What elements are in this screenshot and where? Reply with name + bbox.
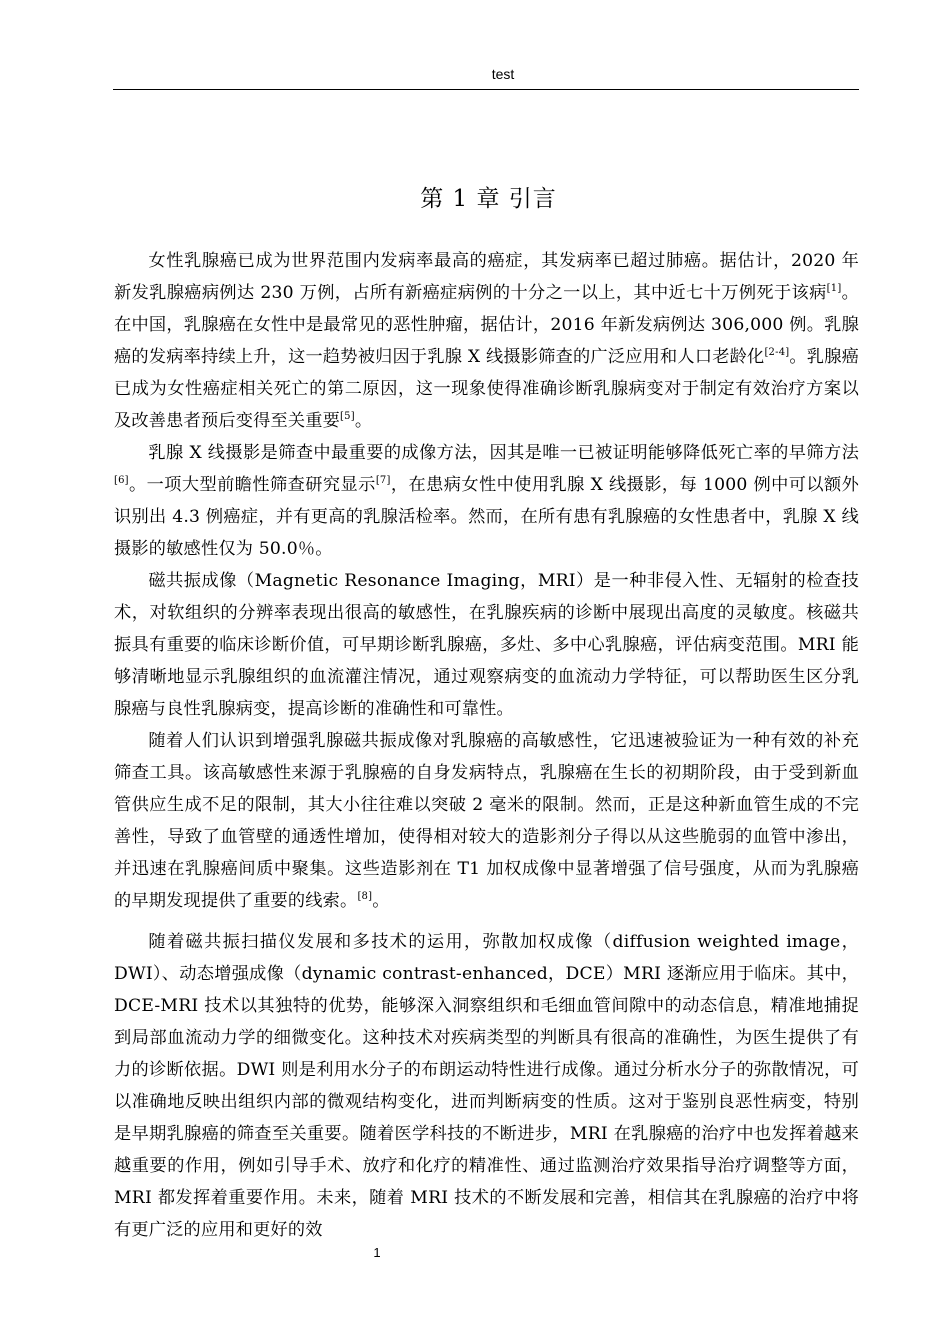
paragraph-1: [114, 245, 859, 437]
paragraph-text: 随着磁共振扫描仪发展和多技术的运用，弥散加权成像（diffusion weighted image，DWI）、动态增强成像（dynamic contrast-enhanced，DCE）MRI 逐渐应用于临床。其中，DCE-MRI 技术以其独特的优势，能够深入洞察组织和毛细血管间隙中的动态信息，精准地捕捉到局部血流动力学的细微变化。这种技术对疾病类型的判断具有很高的准确性，为医生提供了有力的诊断依据。DWI 则是利用水分子的布朗运动特性进行成像。通过分析水分子的弥散情况，可以准确地反映出组织内部的微观结构变化，进而判断病变的性质。这对于鉴别良恶性病变，特别是早期乳腺癌的筛查至关重要。随着医学科技的不断进步，MRI 在乳腺癌的治疗中也发挥着越来越重要的作用，例如引导手术、放疗和化疗的精准性、通过监测治疗效果指导治疗调整等方面，MRI 都发挥着重要作用。未来，随着 MRI 技术的不断发展和完善，相信其在乳腺癌的治疗中将有更广泛的应用和更好的效: [114, 932, 859, 1240]
citation-ref: [8]: [357, 891, 373, 902]
paragraph-text: 磁共振成像（Magnetic Resonance Imaging，MRI）是一种非侵入性、无辐射的检查技术，对软组织的分辨率表现出很高的敏感性，在乳腺疾病的诊断中展现出高度的灵敏度。核磁共振具有重要的临床诊断价值，可早期诊断乳腺癌，多灶、多中心乳腺癌，评估病变范围。MRI 能够清晰地显示乳腺组织的血流灌注情况，通过观察病变的血流动力学特征，可以帮助医生区分乳腺癌与良性乳腺病变，提高诊断的准确性和可靠性。: [114, 571, 859, 719]
paragraph-3: [114, 565, 859, 725]
paragraph-text: 。: [354, 411, 373, 431]
page-number: 1: [373, 1245, 381, 1260]
paragraph-text: 乳腺 X 线摄影是筛查中最重要的成像方法，因其是唯一已被证明能够降低死亡率的早筛方法: [148, 443, 859, 463]
paragraph-text: 。乳腺癌已成为女性癌症相关死亡的第二原因，这一现象使得准确诊断乳腺病变对于制定有效治疗方案以及改善患者预后变得至关重要: [114, 347, 859, 431]
body-text: [114, 245, 859, 1246]
citation-ref: [2-4]: [764, 347, 790, 358]
paragraph-text: 。: [372, 891, 390, 911]
paragraph-text: 随着人们认识到增强乳腺磁共振成像对乳腺癌的高敏感性，它迅速被验证为一种有效的补充筛查工具。该高敏感性来源于乳腺癌的自身发病特点，乳腺癌在生长的初期阶段，由于受到新血管供应生成不足的限制，其大小往往难以突破 2 毫米的限制。然而，正是这种新血管生成的不完善性，导致了血管壁的通透性增加，使得相对较大的造影剂分子得以从这些脆弱的血管中渗出，并迅速在乳腺癌间质中聚集。这些造影剂在 T1 加权成像中显著增强了信号强度，从而为乳腺癌的早期发现提供了重要的线索。: [114, 731, 859, 911]
paragraph-4: [114, 725, 859, 917]
running-header: test: [491, 66, 515, 82]
citation-ref: [1]: [826, 283, 842, 294]
paragraph-5: [114, 926, 859, 1246]
paragraph-text: 。一项大型前瞻性筛查研究显示: [128, 475, 376, 495]
chapter-title: 第 1 章 引言: [420, 186, 557, 212]
citation-ref: [7]: [375, 475, 391, 486]
paragraph-text: ，在患病女性中使用乳腺 X 线摄影，每 1000 例中可以额外识别出 4.3 例癌症，并有更高的乳腺活检率。然而，在所有患有乳腺癌的女性患者中，乳腺 X 线摄影的敏感性仅为 50.0％。: [114, 475, 859, 559]
paragraph-2: [114, 437, 859, 565]
paragraph-text: 女性乳腺癌已成为世界范围内发病率最高的癌症，其发病率已超过肺癌。据估计，2020 年新发乳腺癌病例达 230 万例，占所有新癌症病例的十分之一以上，其中近七十万例死于该病: [114, 251, 859, 303]
paragraph-text: 。在中国，乳腺癌在女性中是最常见的恶性肿瘤，据估计，2016 年新发病例达 306,000 例。乳腺癌的发病率持续上升，这一趋势被归因于乳腺 X 线摄影筛查的广泛应用和人口老龄化: [114, 283, 859, 367]
citation-ref: [6]: [114, 475, 129, 486]
header-divider: [113, 89, 859, 90]
citation-ref: [5]: [340, 411, 355, 422]
